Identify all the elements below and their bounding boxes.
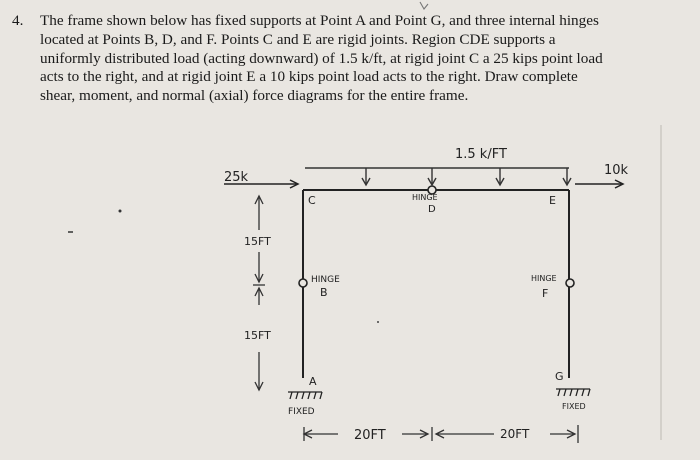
distributed-load-label: 1.5 k/FT	[455, 147, 507, 162]
problem-line-1: The frame shown below has fixed supports at Point A and Point G, and three internal hinges	[40, 12, 599, 29]
vertical-dimension	[253, 196, 265, 390]
dim-upper-label: 15FT	[244, 235, 271, 248]
hinge-b-word: HINGE	[311, 275, 340, 285]
load-25k-label: 25k	[224, 170, 249, 185]
cursor-mark	[420, 2, 428, 9]
fixed-support-a	[288, 392, 322, 399]
frame-members	[303, 190, 569, 378]
dim-lower-label: 15FT	[244, 329, 271, 342]
horizontal-dimension	[304, 425, 578, 443]
problem-line-4: acts to the right, and at rigid joint E a 10 kips point load acts to the right. Draw complete	[40, 68, 578, 86]
hinge-b-letter: B	[320, 286, 328, 299]
label-a: A	[309, 375, 317, 388]
fixed-right-label: FIXED	[562, 402, 586, 411]
problem-line-2: located at Points B, D, and F. Points C and E are rigid joints. Region CDE supports a	[40, 30, 556, 48]
problem-line-5: shear, moment, and normal (axial) force diagrams for the entire frame.	[40, 87, 469, 105]
label-g: G	[555, 370, 564, 383]
fixed-left-label: FIXED	[288, 407, 315, 417]
label-c: C	[308, 194, 316, 207]
hinge-f-word: HINGE	[531, 274, 557, 283]
problem-number: 4.	[12, 12, 24, 29]
fixed-support-g	[556, 389, 590, 396]
stray-dot	[119, 210, 122, 213]
hinge-d-letter: D	[428, 204, 436, 215]
dim-left-span-label: 20FT	[354, 428, 386, 443]
hinge-b-symbol	[299, 279, 307, 287]
hinge-d-word: HINGE	[412, 193, 438, 202]
hinge-f-letter: F	[542, 287, 549, 300]
label-e: E	[549, 194, 556, 207]
load-10k-label: 10k	[604, 163, 629, 178]
distributed-load-arrows	[305, 168, 571, 185]
hinge-f-symbol	[566, 279, 574, 287]
stray-dot-small	[377, 321, 379, 323]
load-10k-arrow	[575, 180, 623, 188]
problem-line-3: uniformly distributed load (acting downward) of 1.5 k/ft, at rigid joint C a 25 kips point load	[40, 49, 603, 67]
dim-right-span-label: 20FT	[500, 427, 530, 441]
